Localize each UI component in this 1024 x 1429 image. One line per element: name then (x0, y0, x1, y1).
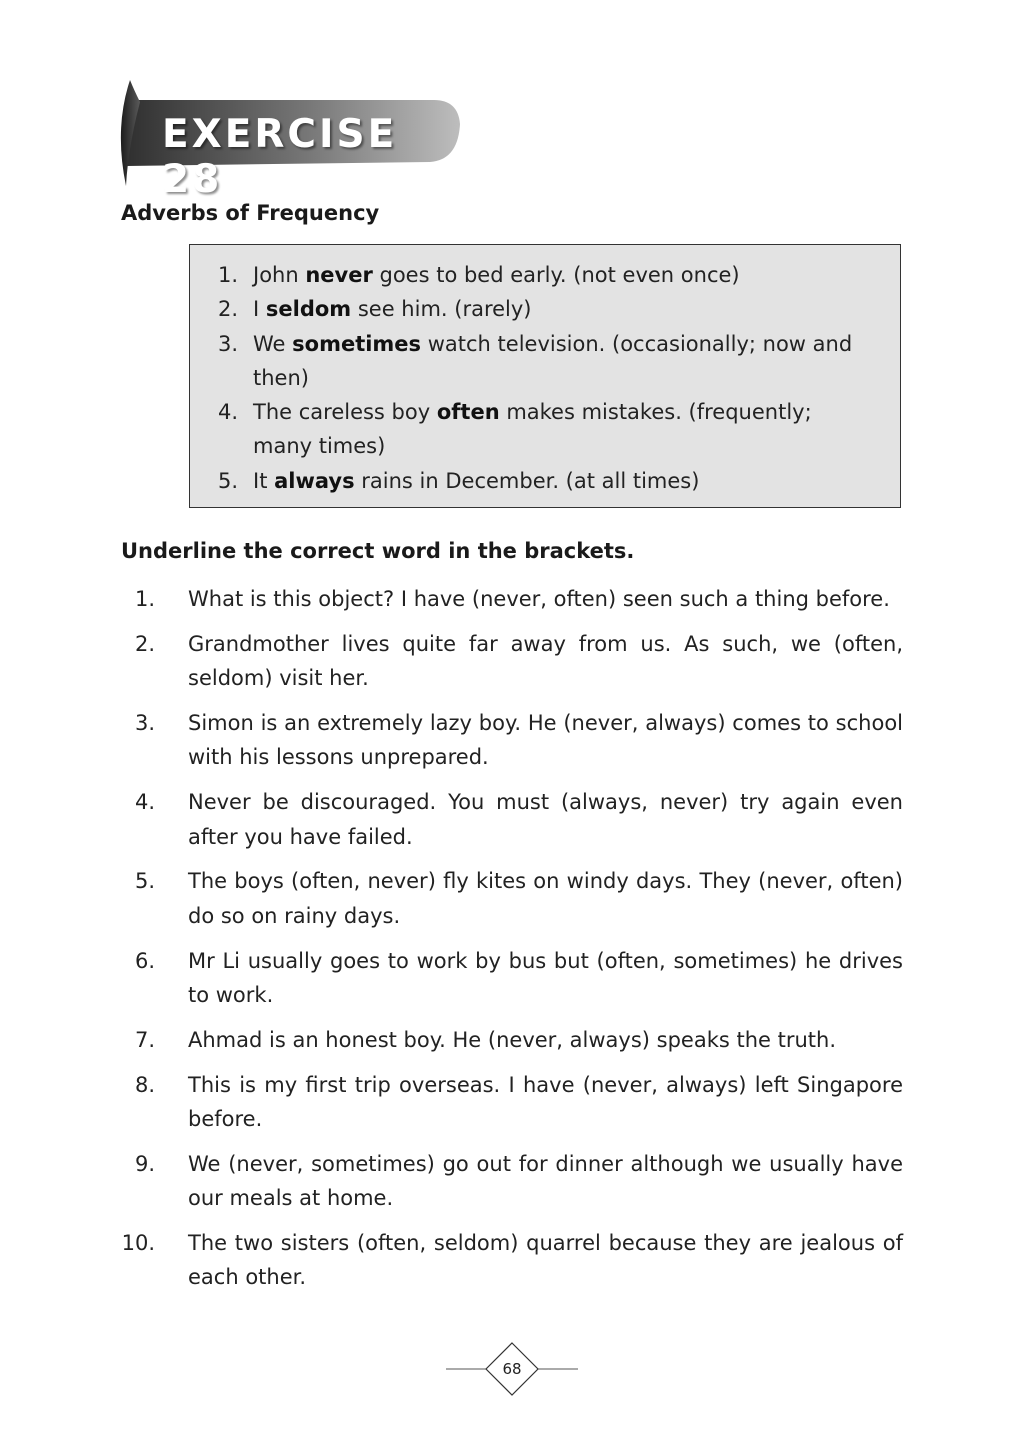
example-item: 4. The careless boy often makes mistakes. (frequently; many times) (218, 400, 812, 459)
page-number: 68 (502, 1360, 522, 1378)
examples-list (218, 258, 870, 498)
question-item: 1. What is this object? I have (never, often) seen such a thing before. (134, 587, 890, 611)
question-item: 6. Mr Li usually goes to work by bus but (often, sometimes) he drives to work. (134, 948, 903, 1007)
exercise-instruction: Underline the correct word in the brackets. (121, 539, 635, 563)
adverb-highlight: seldom (265, 297, 352, 322)
lesson-heading: Adverbs of Frequency (121, 201, 380, 225)
examples-box (189, 244, 901, 508)
example-item: 2. I seldom see him. (rarely) (218, 297, 532, 322)
question-item: 3. Simon is an extremely lazy boy. He (never, always) comes to school with his lessons unprepared. (134, 711, 903, 770)
adverb-highlight: never (305, 263, 373, 287)
question-item: 2. Grandmother lives quite far away from us. As such, we (often, seldom) visit her. (134, 631, 903, 691)
question-item: 5. The boys (often, never) fly kites on windy days. They (never, often) do so on rainy days. (134, 869, 903, 928)
question-list (121, 582, 903, 1305)
adverb-highlight: always (274, 468, 355, 493)
example-item: 5. It always rains in December. (at all times) (218, 468, 700, 493)
example-item: 1. John never goes to bed early. (not even once) (218, 263, 740, 287)
example-item: 3. We sometimes watch television. (occasionally; now and then) (218, 331, 853, 390)
exercise-title: EXERCISE 28 (162, 112, 398, 202)
adverb-highlight: sometimes (292, 331, 422, 356)
adverb-highlight: often (436, 400, 500, 425)
question-item: 4. Never be discouraged. You must (always, never) try again even after you have failed. (134, 790, 903, 849)
question-item: 7. Ahmad is an honest boy. He (never, always) speaks the truth. (134, 1027, 837, 1052)
question-item: 8. This is my first trip overseas. I have (never, always) left Singapore before. (134, 1072, 903, 1132)
question-item: 9. We (never, sometimes) go out for dinner although we usually have our meals at home. (134, 1151, 903, 1211)
question-item: 10. The two sisters (often, seldom) quarrel because they are jealous of each other. (121, 1231, 903, 1290)
exercise-banner (112, 78, 464, 202)
